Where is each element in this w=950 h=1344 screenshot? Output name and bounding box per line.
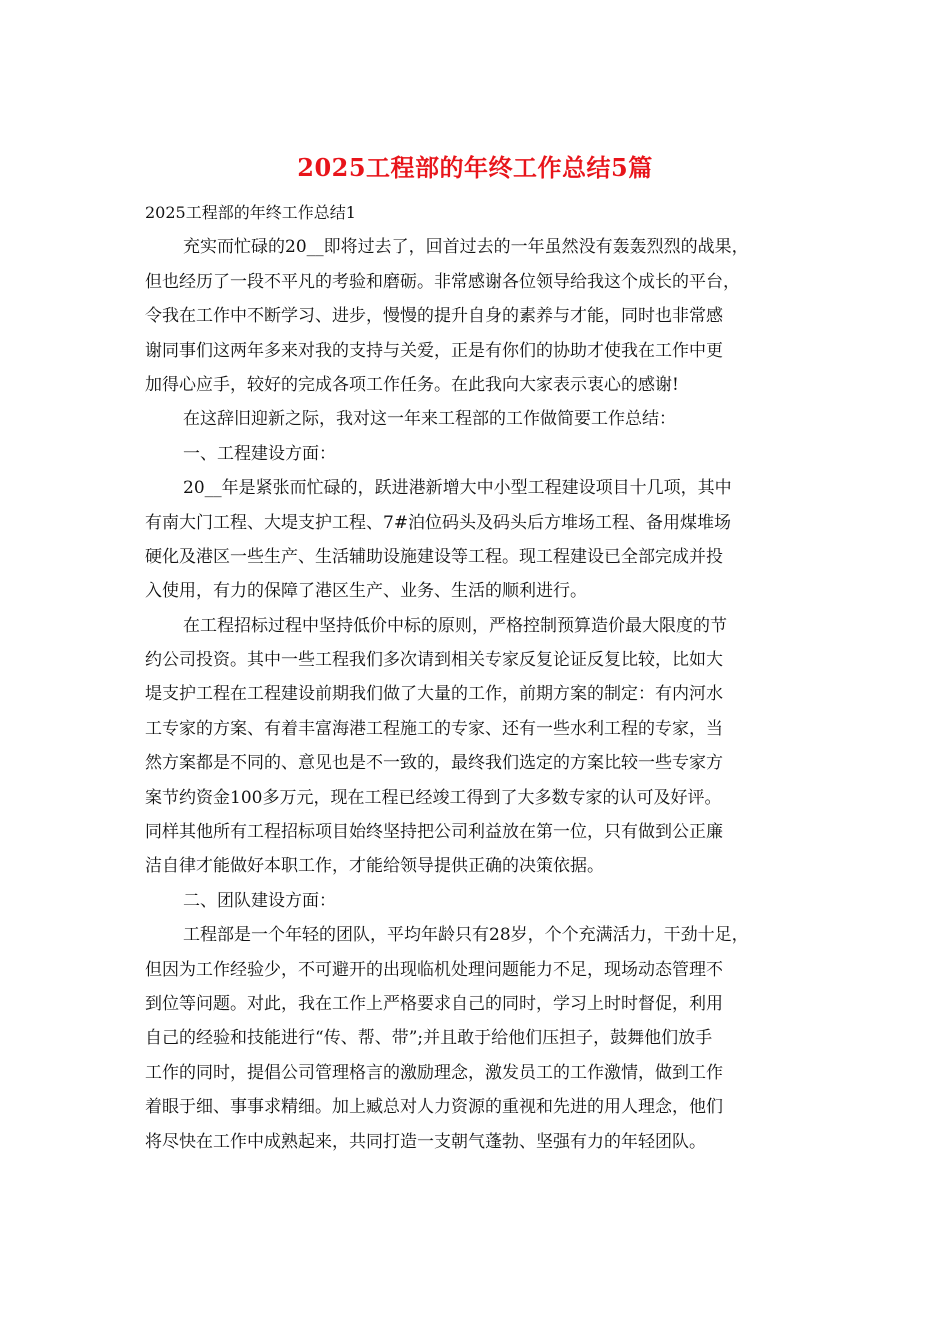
text-line: 有南大门工程、大堤支护工程、7#泊位码头及码头后方堆场工程、备用煤堆场 <box>145 512 732 533</box>
text-line: 20__年是紧张而忙碌的，跃进港新增大中小型工程建设项目十几项，其中 <box>183 478 732 499</box>
text-line: 在工程招标过程中坚持低价中标的原则，严格控制预算造价最大限度的节 <box>183 615 727 636</box>
text-line: 洁自律才能做好本职工作，才能给领导提供正确的决策依据。 <box>145 856 604 877</box>
text-line: 堤支护工程在工程建设前期我们做了大量的工作，前期方案的制定：有内河水 <box>145 684 723 705</box>
text-line: 充实而忙碌的20__即将过去了，回首过去的一年虽然没有轰轰烈烈的战果， <box>183 237 749 258</box>
text-line: 令我在工作中不断学习、进步，慢慢的提升自身的素养与才能，同时也非常感 <box>145 306 723 327</box>
text-line: 但因为工作经验少，不可避开的出现临机处理问题能力不足，现场动态管理不 <box>145 959 723 980</box>
text-line: 但也经历了一段不平凡的考验和磨砺。非常感谢各位领导给我这个成长的平台， <box>145 271 740 292</box>
text-line: 硬化及港区一些生产、生活辅助设施建设等工程。现工程建设已全部完成并投 <box>145 546 723 567</box>
text-line: 工程部是一个年轻的团队，平均年龄只有28岁，个个充满活力，干劲十足， <box>183 925 749 946</box>
text-line: 将尽快在工作中成熟起来，共同打造一支朝气蓬勃、坚强有力的年轻团队。 <box>145 1131 706 1152</box>
text-line: 工作的同时，提倡公司管理格言的激励理念，激发员工的工作激情，做到工作 <box>145 1062 723 1083</box>
section-subtitle: 2025工程部的年终工作总结1 <box>145 203 356 222</box>
text-line: 加得心应手，较好的完成各项工作任务。在此我向大家表示衷心的感谢! <box>145 374 679 395</box>
text-line: 一、工程建设方面： <box>183 443 336 464</box>
text-line: 工专家的方案、有着丰富海港工程施工的专家、还有一些水利工程的专家，当 <box>145 718 723 739</box>
text-line: 约公司投资。其中一些工程我们多次请到相关专家反复论证反复比较，比如大 <box>145 650 723 671</box>
text-line: 然方案都是不同的、意见也是不一致的，最终我们选定的方案比较一些专家方 <box>145 753 723 774</box>
text-line: 入使用，有力的保障了港区生产、业务、生活的顺利进行。 <box>145 581 587 602</box>
text-line: 案节约资金100多万元，现在工程已经竣工得到了大多数专家的认可及好评。 <box>145 787 722 808</box>
text-line: 到位等问题。对此，我在工作上严格要求自己的同时，学习上时时督促，利用 <box>145 993 723 1014</box>
text-line: 自己的经验和技能进行“传、帮、带”;并且敢于给他们压担子，鼓舞他们放手 <box>145 1028 713 1049</box>
text-line: 二、团队建设方面： <box>183 890 336 911</box>
document-title: 2025工程部的年终工作总结5篇 <box>297 153 653 182</box>
text-line: 同样其他所有工程招标项目始终坚持把公司利益放在第一位，只有做到公正廉 <box>145 822 723 843</box>
text-line: 谢同事们这两年多来对我的支持与关爱，正是有你们的协助才使我在工作中更 <box>145 340 723 361</box>
paragraph-lines <box>145 230 813 1159</box>
text-line: 着眼于细、事事求精细。加上臧总对人力资源的重视和先进的用人理念，他们 <box>145 1097 723 1118</box>
document-body <box>145 196 813 1159</box>
text-line: 在这辞旧迎新之际，我对这一年来工程部的工作做简要工作总结： <box>183 409 676 430</box>
